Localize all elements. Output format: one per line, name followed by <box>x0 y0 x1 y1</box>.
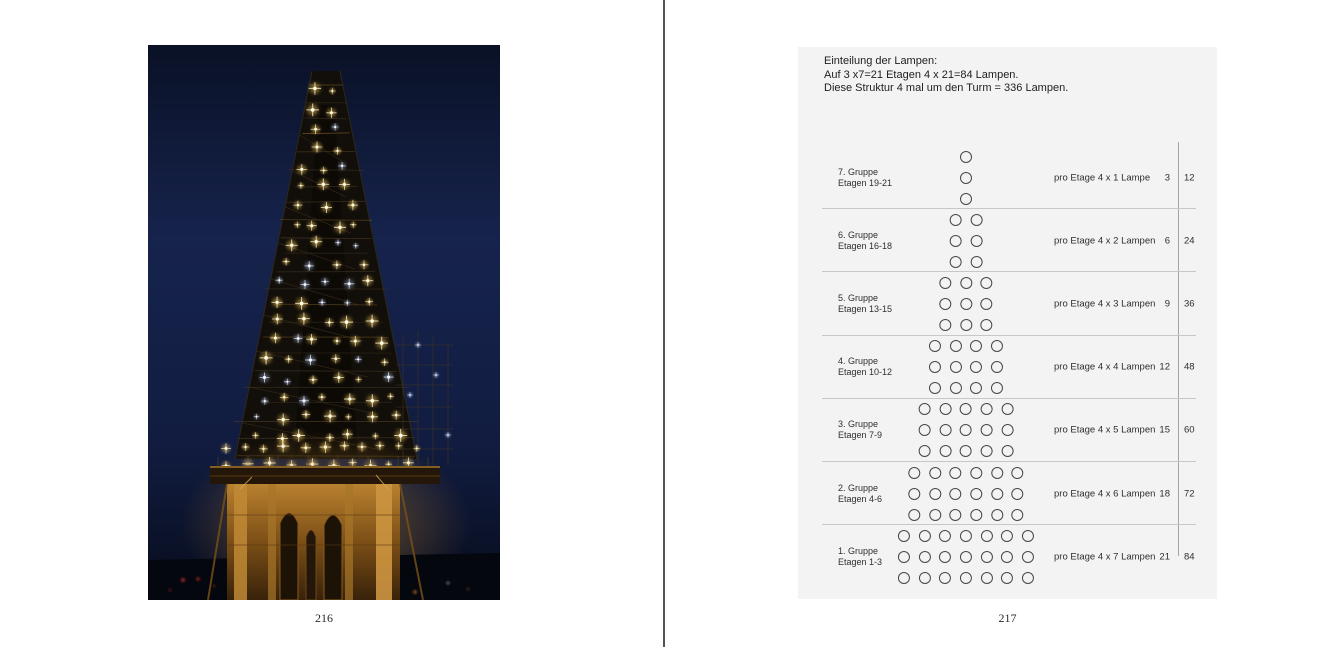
lamp-circle-row <box>919 403 1014 415</box>
lamp-circle-row <box>908 467 1023 479</box>
lamp-circle-row <box>939 298 992 310</box>
group-description: pro Etage 4 x 4 Lampen <box>1054 361 1156 373</box>
lamp-circle <box>970 509 982 521</box>
group-etagen: Etagen 19-21 <box>838 177 893 188</box>
lamp-circle <box>939 572 951 584</box>
header-line-1: Einteilung der Lampen: <box>824 55 938 67</box>
lamp-circle <box>898 551 910 563</box>
lamp-circle-row <box>908 488 1023 500</box>
lamp-circle <box>950 467 962 479</box>
diagram-group-row <box>798 272 1217 335</box>
group-total-count: 36 <box>1184 298 1195 310</box>
lamp-circle <box>1001 551 1013 563</box>
lamp-circle <box>929 340 941 352</box>
group-label <box>838 356 892 378</box>
group-label <box>838 293 892 315</box>
group-etagen: Etagen 13-15 <box>838 303 893 314</box>
lamp-circle <box>970 256 982 268</box>
diagram-group-row <box>798 525 1217 588</box>
lamp-circle <box>960 551 972 563</box>
lamp-circle <box>1001 572 1013 584</box>
group-name: 4. Gruppe <box>838 356 879 367</box>
lamp-circle <box>991 361 1003 373</box>
lamp-circle <box>981 445 993 457</box>
group-description: pro Etage 4 x 5 Lampen <box>1054 424 1156 436</box>
lamp-circle <box>919 424 931 436</box>
group-description: pro Etage 4 x 1 Lampe <box>1054 172 1151 184</box>
lamp-circle <box>1022 530 1034 542</box>
lamp-circle <box>898 572 910 584</box>
lamp-circle <box>960 298 972 310</box>
lamp-circle <box>960 424 972 436</box>
lamp-circle <box>908 509 920 521</box>
group-total-count: 72 <box>1184 488 1195 500</box>
group-total-count: 84 <box>1184 551 1195 563</box>
lamp-circle <box>939 530 951 542</box>
group-description: pro Etage 4 x 6 Lampen <box>1054 488 1156 500</box>
lamp-circle <box>939 445 951 457</box>
lamp-circle <box>981 403 993 415</box>
tower-photo <box>148 45 500 600</box>
lamp-circle <box>960 277 972 289</box>
lamp-circle <box>960 151 972 163</box>
tower-base <box>208 475 423 600</box>
lamp-circle <box>991 509 1003 521</box>
lamp-circle <box>981 298 993 310</box>
lamp-circle-grid <box>960 151 972 205</box>
lamp-circle-row <box>898 530 1034 542</box>
lamp-diagram-panel <box>798 47 1217 599</box>
lamp-circle-grid <box>939 277 992 331</box>
lamp-circle <box>960 403 972 415</box>
lamp-circle <box>1022 572 1034 584</box>
lamp-circle <box>950 382 962 394</box>
diagram-group-row <box>798 336 1217 399</box>
lamp-circle <box>1012 467 1024 479</box>
group-label <box>838 483 882 505</box>
group-description: pro Etage 4 x 7 Lampen <box>1054 551 1156 563</box>
header-line-2: Auf 3 x7=21 Etagen 4 x 21=84 Lampen. <box>824 68 1019 81</box>
lamp-circle <box>991 382 1003 394</box>
group-description: pro Etage 4 x 2 Lampen <box>1054 235 1156 247</box>
lamp-circle <box>939 298 951 310</box>
diagram-group-row <box>798 146 1217 209</box>
group-label <box>838 419 882 441</box>
lamp-circle-grid <box>908 467 1023 521</box>
lamp-circle-row <box>960 193 972 205</box>
lamp-circle-row <box>919 424 1014 436</box>
lamp-circle <box>1012 488 1024 500</box>
group-per-group-count: 15 <box>1159 424 1170 436</box>
group-etagen: Etagen 16-18 <box>838 240 893 251</box>
lamp-circle <box>981 551 993 563</box>
lamp-circle-row <box>929 382 1003 394</box>
group-per-group-count: 21 <box>1159 551 1170 563</box>
lamp-circle <box>939 551 951 563</box>
lamp-circle <box>981 424 993 436</box>
lamp-circle <box>1001 445 1013 457</box>
lamp-circle-row <box>939 319 992 331</box>
group-per-group-count: 12 <box>1159 361 1170 373</box>
lamp-circle <box>929 467 941 479</box>
group-etagen: Etagen 7-9 <box>838 430 883 441</box>
lamp-circle <box>939 277 951 289</box>
lamp-circle-grid <box>919 403 1014 457</box>
lamp-circle <box>960 530 972 542</box>
lamp-circle <box>981 572 993 584</box>
lamp-circle <box>929 488 941 500</box>
lamp-circle-row <box>950 235 983 247</box>
lamp-circle-row <box>898 551 1034 563</box>
lamp-circle <box>919 551 931 563</box>
lamp-circle <box>898 530 910 542</box>
lamp-circle <box>929 509 941 521</box>
group-description: pro Etage 4 x 3 Lampen <box>1054 298 1156 310</box>
group-per-group-count: 9 <box>1164 298 1170 310</box>
lamp-circle <box>939 319 951 331</box>
group-per-group-count: 3 <box>1164 172 1170 184</box>
group-etagen: Etagen 4-6 <box>838 493 883 504</box>
diagram-header <box>824 55 1068 96</box>
lamp-diagram-rows <box>798 146 1217 588</box>
diagram-group-row <box>798 462 1217 525</box>
lamp-circle-row <box>950 256 983 268</box>
lamp-circle <box>919 403 931 415</box>
group-label <box>838 167 892 189</box>
lamp-circle-row <box>950 214 983 226</box>
lamp-circle <box>991 340 1003 352</box>
lamp-circle-grid <box>929 340 1003 394</box>
lamp-circle <box>950 340 962 352</box>
lamp-circle <box>960 445 972 457</box>
page-number-left: 216 <box>315 611 333 625</box>
lamp-circle <box>929 361 941 373</box>
group-etagen: Etagen 1-3 <box>838 556 883 567</box>
lamp-circle <box>960 319 972 331</box>
lamp-circle <box>991 488 1003 500</box>
lamp-circle <box>1001 530 1013 542</box>
group-per-group-count: 18 <box>1159 488 1170 500</box>
lamp-circle <box>950 235 962 247</box>
lamp-circle-row <box>929 340 1003 352</box>
lamp-circle <box>970 361 982 373</box>
lamp-circle <box>970 214 982 226</box>
lamp-circle <box>960 193 972 205</box>
lamp-circle <box>929 382 941 394</box>
group-name: 2. Gruppe <box>838 482 879 493</box>
group-etagen: Etagen 10-12 <box>838 367 893 378</box>
header-line-3: Diese Struktur 4 mal um den Turm = 336 Lampen. <box>824 82 1069 94</box>
lamp-circle-row <box>919 445 1014 457</box>
lamp-circle-grid <box>950 214 983 268</box>
center-divider <box>663 0 665 647</box>
group-label <box>838 546 882 568</box>
lamp-circle-row <box>960 151 972 163</box>
lamp-circle <box>950 256 962 268</box>
lamp-circle <box>960 572 972 584</box>
lamp-circle <box>919 445 931 457</box>
lamp-circle <box>970 340 982 352</box>
lamp-circle <box>950 214 962 226</box>
lamp-circle-row <box>939 277 992 289</box>
lamp-circle-row <box>929 361 1003 373</box>
group-total-count: 24 <box>1184 235 1195 247</box>
group-name: 1. Gruppe <box>838 545 879 556</box>
page-number-right: 217 <box>998 611 1017 625</box>
lamp-circle <box>1001 403 1013 415</box>
lamp-circle <box>950 361 962 373</box>
lamp-circle <box>939 403 951 415</box>
lamp-circle-row <box>898 572 1034 584</box>
lamp-circle <box>919 530 931 542</box>
lamp-circle <box>950 509 962 521</box>
tower-photo-svg <box>148 45 500 600</box>
lamp-circle-grid <box>898 530 1034 584</box>
lamp-circle <box>908 467 920 479</box>
lamp-circle <box>1012 509 1024 521</box>
diagram-group-row <box>798 399 1217 462</box>
lamp-circle <box>939 424 951 436</box>
lamp-circle <box>1001 424 1013 436</box>
group-name: 7. Gruppe <box>838 166 879 177</box>
lamp-circle <box>970 382 982 394</box>
lamp-circle <box>991 467 1003 479</box>
group-total-count: 60 <box>1184 424 1195 436</box>
lamp-circle <box>981 277 993 289</box>
lamp-circle <box>1022 551 1034 563</box>
group-name: 6. Gruppe <box>838 229 879 240</box>
group-label <box>838 230 892 252</box>
group-total-count: 12 <box>1184 172 1195 184</box>
lamp-circle-row <box>908 509 1023 521</box>
group-name: 5. Gruppe <box>838 292 879 303</box>
group-per-group-count: 6 <box>1164 235 1170 247</box>
lamp-circle <box>970 235 982 247</box>
lamp-circle <box>919 572 931 584</box>
lamp-circle <box>981 319 993 331</box>
lamp-circle <box>960 172 972 184</box>
lamp-circle <box>981 530 993 542</box>
lamp-circle <box>908 488 920 500</box>
lamp-circle-row <box>960 172 972 184</box>
lamp-circle <box>970 467 982 479</box>
lamp-circle <box>950 488 962 500</box>
group-total-count: 48 <box>1184 361 1195 373</box>
group-name: 3. Gruppe <box>838 419 879 430</box>
lamp-circle <box>970 488 982 500</box>
diagram-group-row <box>798 209 1217 272</box>
